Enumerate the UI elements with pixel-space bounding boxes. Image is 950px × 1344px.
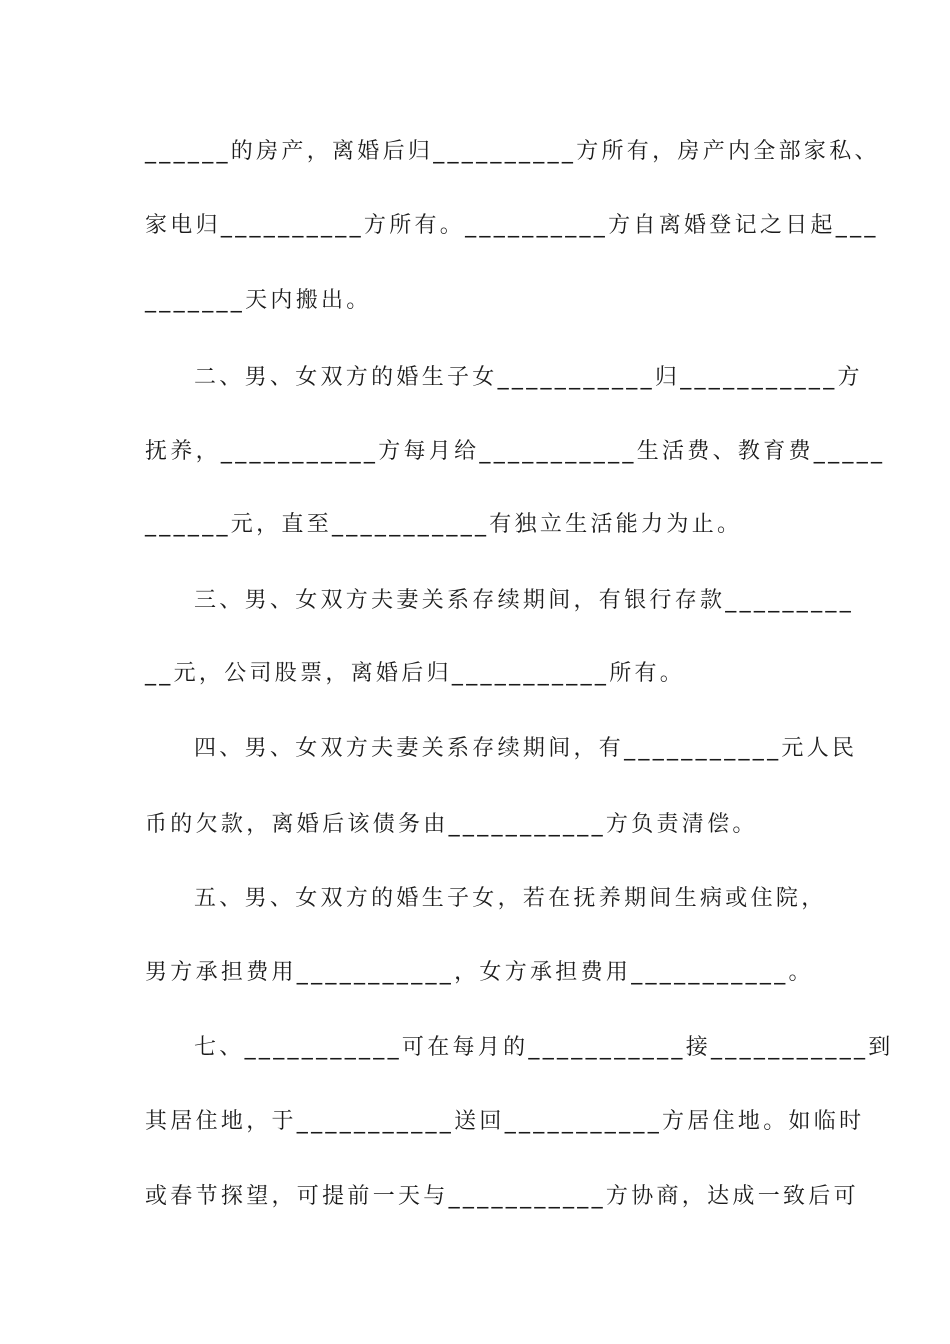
text-line: ______的房产，离婚后归__________方所有，房产内全部家私、 (145, 139, 880, 164)
clause-two-start: 二、男、女双方的婚生子女___________归___________方 (194, 365, 863, 390)
clause-five-start: 五、男、女双方的婚生子女，若在抚养期间生病或住院， (194, 886, 827, 911)
text-line: 币的欠款，离婚后该债务由___________方负责清偿。 (145, 812, 758, 837)
text-line: __元，公司股票，离婚后归___________所有。 (145, 661, 686, 686)
text-line: 其居住地，于___________送回___________方居住地。如临时 (145, 1109, 865, 1134)
text-line: _______天内搬出。 (145, 288, 372, 313)
text-line: 抚养，___________方每月给___________生活费、教育费_____ (145, 439, 886, 464)
text-line: 家电归__________方所有。__________方自离婚登记之日起___ (145, 213, 879, 238)
clause-three-start: 三、男、女双方夫妻关系存续期间，有银行存款_________ (194, 588, 855, 613)
text-line: 或春节探望，可提前一天与___________方协商，达成一致后可 (145, 1184, 859, 1209)
clause-four-start: 四、男、女双方夫妻关系存续期间，有___________元人民 (194, 736, 858, 761)
clause-seven-start: 七、___________可在每月的___________接___________到 (194, 1035, 894, 1060)
text-line: 男方承担费用___________，女方承担费用___________。 (145, 960, 814, 985)
text-line: ______元，直至___________有独立生活能力为止。 (145, 512, 743, 537)
